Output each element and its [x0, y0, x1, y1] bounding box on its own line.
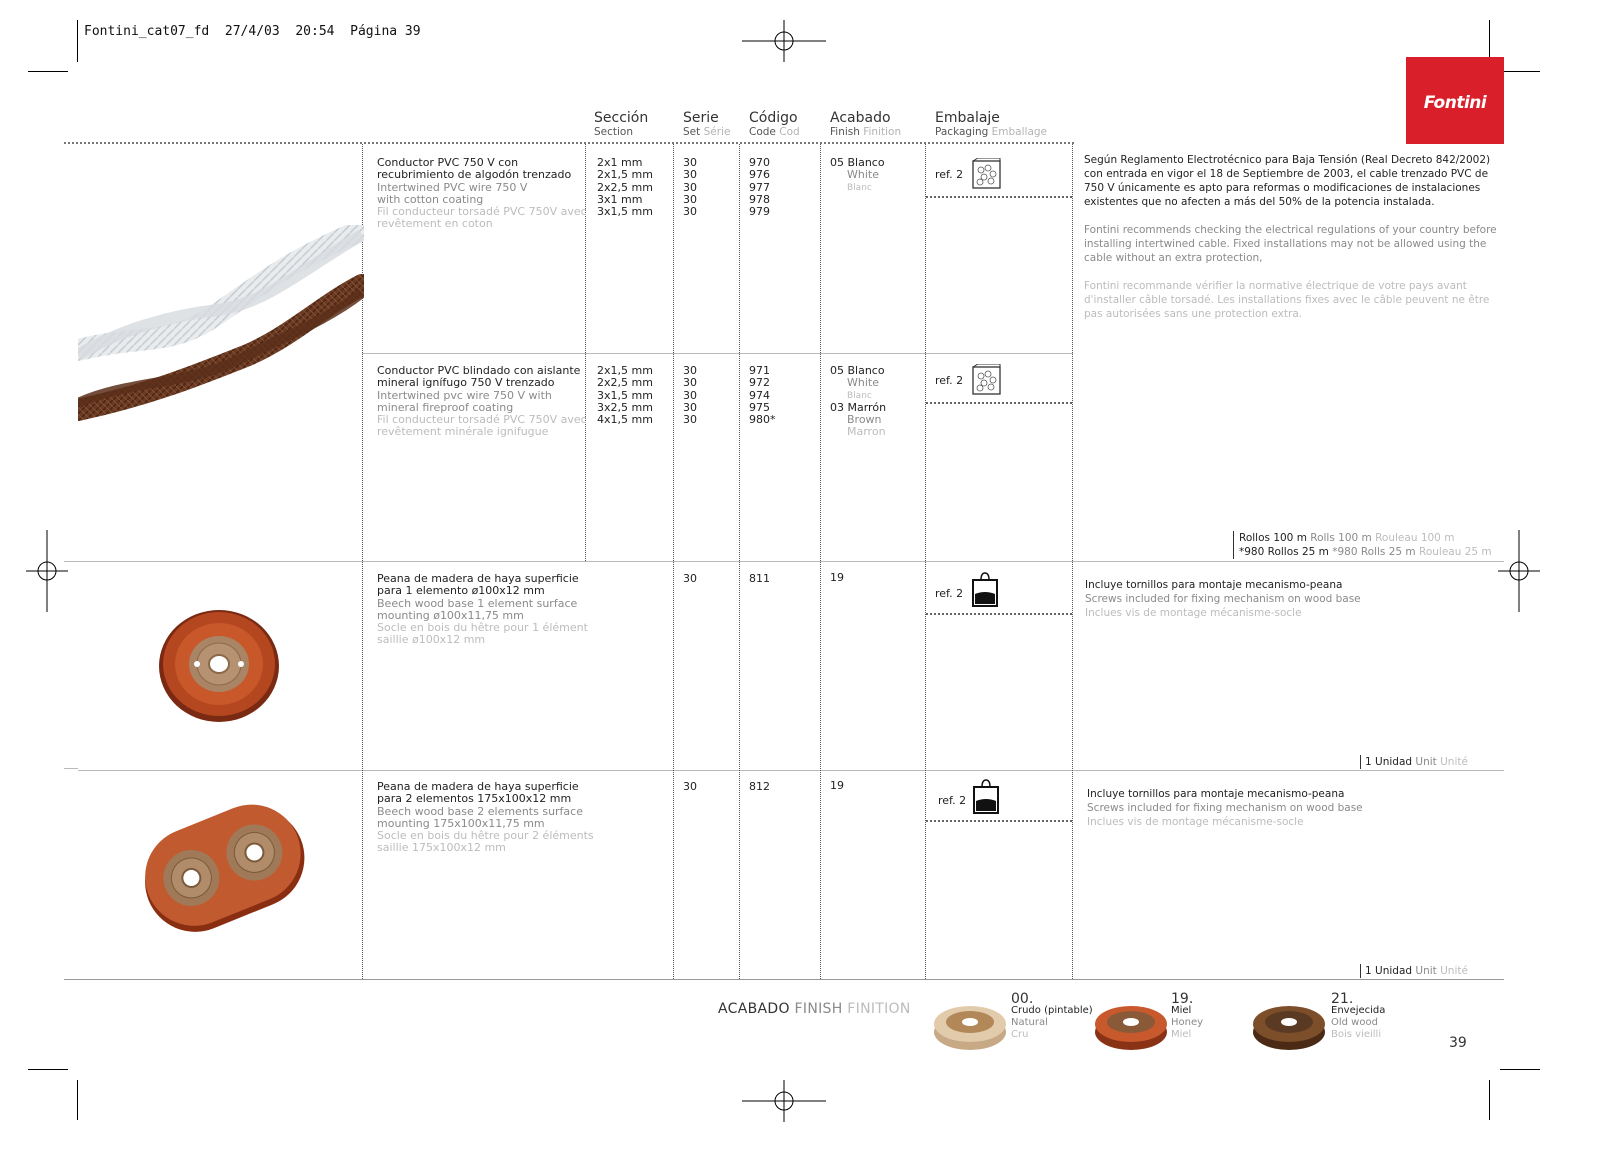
header-main: Serie [683, 110, 719, 126]
desc-en: mounting 175x100x11,75 mm [377, 816, 545, 830]
note-line: cable without an extra protection, [1084, 252, 1263, 264]
header-section [594, 110, 648, 138]
wood-base-single-image [155, 606, 285, 726]
finish-name-fr: Cru [1011, 1029, 1029, 1040]
section-value: 3x1 mm [597, 192, 643, 206]
finish-legend-title [718, 1001, 911, 1017]
finish-item-19 [1171, 993, 1203, 1041]
finish-fr: Marron [847, 425, 886, 439]
desc-es: Peana de madera de haya superficie [377, 572, 579, 585]
header-main: Código [749, 110, 798, 126]
header-sub: Packaging [935, 126, 989, 138]
header-set [683, 110, 730, 138]
registration-mark-right [1498, 530, 1540, 612]
slug-time: 20:54 [295, 24, 335, 39]
table-row-2-codes [749, 365, 776, 426]
desc-en: mounting ø100x11,75 mm [377, 608, 524, 622]
desc-es: Conductor PVC 750 V con [377, 156, 519, 169]
finish-name-es: Crudo (pintable) [1011, 1005, 1093, 1016]
note-line: d'installer câble torsadé. Les installations fixes avec le câble peuvent ne être [1084, 294, 1490, 306]
rolls-fr: Rouleau 25 m [1419, 546, 1492, 558]
unit-fr: Unité [1440, 756, 1468, 768]
rolls-en: Rolls 100 m [1310, 532, 1372, 544]
crop-mark [1500, 71, 1540, 72]
table-row-1-sections [597, 157, 653, 218]
code-value: 974 [749, 388, 770, 402]
wood-base-double-image [138, 798, 310, 938]
section-value: 2x2,5 mm [597, 376, 653, 390]
table-row-2-sections [597, 365, 653, 426]
note-line: existentes que no afecten a más del 50% de la potencia instalada. [1084, 196, 1435, 208]
header-code [749, 110, 800, 138]
table-bottom-rule [64, 979, 1504, 980]
screws-en: Screws included for fixing mechanism on wood base [1085, 593, 1361, 605]
packaging-ref: ref. 2 [935, 374, 964, 387]
packaging-ref: ref. 2 [935, 168, 964, 181]
desc-en: Intertwined PVC wire 750 V [377, 180, 528, 194]
column-separator [820, 144, 821, 979]
header-packaging [935, 110, 1047, 138]
unit-info-row-4 [1365, 964, 1468, 978]
slug-file: Fontini_cat07_fd [84, 24, 210, 39]
table-row-1-description [377, 157, 587, 231]
unit-marker [1360, 964, 1361, 978]
slug-page: Página 39 [350, 24, 421, 39]
packaging-rule [926, 196, 1072, 198]
packaging-rule [926, 402, 1072, 404]
finish-code: 21. [1331, 991, 1354, 1007]
print-slug [84, 24, 421, 39]
desc-es: Peana de madera de haya superficie [377, 780, 579, 793]
header-main: Sección [594, 110, 649, 126]
series-value: 30 [683, 156, 697, 169]
registration-mark-left [26, 530, 68, 612]
desc-fr: Fil conducteur torsadé PVC 750V avec [377, 205, 587, 219]
finish-fr: Blanc [847, 182, 872, 193]
table-top-rule [64, 142, 1074, 144]
screws-es: Incluye tornillos para montaje mecanismo-peana [1085, 579, 1343, 591]
rolls-info [1239, 531, 1492, 559]
unit-en: Unit [1415, 965, 1437, 977]
desc-fr: revêtement minérale ignifugue [377, 425, 549, 439]
series-value: 30 [683, 168, 697, 182]
header-sub-fr: Cod [779, 126, 800, 138]
crop-mark [28, 1069, 68, 1070]
header-sub: Finish [830, 126, 860, 138]
slug-date: 27/4/03 [224, 24, 280, 39]
crop-mark [77, 1080, 78, 1120]
row-divider [64, 561, 1504, 562]
desc-fr: Socle en bois du hêtre pour 1 élément [377, 621, 588, 635]
screws-fr: Inclues vis de montage mécanisme-socle [1085, 607, 1302, 619]
column-separator [739, 144, 740, 979]
column-separator [673, 144, 674, 979]
unit-info-row-3 [1365, 755, 1468, 769]
finish-swatch-old-wood [1251, 992, 1327, 1054]
finish-title-fr: FINITION [847, 1001, 911, 1017]
code-value: 971 [749, 364, 770, 377]
finish-item-21 [1331, 993, 1385, 1041]
rolls-es: *980 Rollos 25 m [1239, 546, 1329, 558]
code-value: 977 [749, 180, 770, 194]
finish-name-en: Old wood [1331, 1017, 1378, 1028]
rolls-fr: Rouleau 100 m [1375, 532, 1455, 544]
finish-en: White [847, 376, 879, 390]
brand-logo [1406, 57, 1504, 144]
crop-mark [28, 71, 68, 72]
screws-fr: Inclues vis de montage mécanisme-socle [1087, 816, 1304, 828]
box-icon [972, 158, 1002, 190]
header-sub-fr: Finition [863, 126, 902, 138]
screws-es: Incluye tornillos para montaje mecanismo-peana [1087, 788, 1345, 800]
desc-es: para 1 elemento ø100x12 mm [377, 584, 545, 598]
table-row-1-series [683, 157, 697, 218]
finish-name-en: Natural [1011, 1017, 1048, 1028]
header-finish [830, 110, 901, 138]
code-value: 979 [749, 205, 770, 219]
table-row-3-description [377, 573, 588, 647]
code-value: 812 [749, 780, 770, 793]
screws-note-row-3 [1085, 578, 1361, 620]
desc-en: mineral fireproof coating [377, 400, 514, 414]
table-row-1-finish [830, 157, 885, 194]
finish-es: 03 Marrón [830, 400, 887, 414]
header-main: Acabado [830, 110, 891, 126]
header-sub: Section [594, 126, 634, 138]
registration-mark-bottom [742, 1080, 826, 1122]
section-value: 3x1,5 mm [597, 205, 653, 219]
unit-es: 1 Unidad [1365, 756, 1413, 768]
crop-mark [1500, 1069, 1540, 1070]
note-line: Según Reglamento Electrotécnico para Baja Tensión (Real Decreto 842/2002) [1084, 154, 1491, 166]
note-line: pas autorisées sans une protection extra. [1084, 308, 1303, 320]
section-value: 3x2,5 mm [597, 400, 653, 414]
header-main: Embalaje [935, 110, 1000, 126]
desc-fr: saillie 175x100x12 mm [377, 841, 506, 855]
series-value: 30 [683, 376, 697, 390]
finish-name-fr: Bois vieilli [1331, 1029, 1382, 1040]
section-value: 2x1,5 mm [597, 168, 653, 182]
code-value: 811 [749, 572, 770, 585]
finish-swatch-natural [932, 992, 1008, 1054]
screws-note-row-4 [1087, 787, 1363, 829]
series-value: 30 [683, 205, 697, 219]
code-value: 978 [749, 192, 770, 206]
desc-es: recubrimiento de algodón trenzado [377, 168, 572, 182]
finish-code: 19 [830, 779, 844, 792]
bag-icon [972, 779, 1000, 815]
column-separator [925, 144, 926, 979]
unit-en: Unit [1415, 756, 1437, 768]
unit-fr: Unité [1440, 965, 1468, 977]
unit-es: 1 Unidad [1365, 965, 1413, 977]
desc-es: mineral ignífugo 750 V trenzado [377, 376, 555, 390]
packaging-ref: ref. 2 [935, 587, 964, 600]
finish-title-en: FINISH [794, 1001, 843, 1017]
section-value: 2x1 mm [597, 156, 643, 169]
unit-marker [1360, 755, 1361, 769]
desc-fr: Socle en bois du hêtre pour 2 éléments [377, 829, 594, 843]
table-row-4-description [377, 781, 594, 855]
series-value: 30 [683, 364, 697, 377]
table-row-2-series [683, 365, 697, 426]
brand-logo-text: Fontini [1423, 93, 1487, 113]
series-value: 30 [683, 180, 697, 194]
finish-code: 19 [830, 571, 844, 584]
desc-fr: saillie ø100x12 mm [377, 633, 486, 647]
note-line: Fontini recommends checking the electrical regulations of your country before [1084, 224, 1497, 236]
crop-mark [1489, 1080, 1490, 1120]
page-number: 39 [1449, 1035, 1467, 1051]
row-divider-tick [64, 768, 78, 769]
desc-en: Intertwined pvc wire 750 V with [377, 388, 552, 402]
rolls-es: Rollos 100 m [1239, 532, 1307, 544]
finish-en: White [847, 168, 879, 182]
cable-regulation-note-fr [1084, 279, 1489, 321]
finish-name-es: Envejecida [1331, 1005, 1386, 1016]
rolls-en: *980 Rolls 25 m [1332, 546, 1416, 558]
table-row-2-description [377, 365, 587, 439]
finish-name-es: Miel [1171, 1005, 1192, 1016]
code-value: 976 [749, 168, 770, 182]
note-line: installing intertwined cable. Fixed installations may not be allowed using the [1084, 238, 1487, 250]
header-sub: Set [683, 126, 701, 138]
series-value: 30 [683, 388, 697, 402]
code-value: 980* [749, 413, 776, 427]
finish-name-en: Honey [1171, 1017, 1204, 1028]
series-value: 30 [683, 413, 697, 427]
cable-regulation-note-en [1084, 223, 1497, 265]
desc-es: para 2 elementos 175x100x12 mm [377, 792, 572, 806]
bag-icon [971, 572, 999, 608]
header-sub-fr: Emballage [991, 126, 1048, 138]
cable-regulation-note-es [1084, 153, 1490, 209]
row-divider [78, 770, 1504, 771]
twisted-cable-image [78, 225, 364, 425]
header-sub: Code [749, 126, 776, 138]
finish-name-fr: Miel [1171, 1029, 1192, 1040]
finish-en: Brown [847, 413, 882, 427]
table-row-1-codes [749, 157, 770, 218]
note-line: 750 V únicamente es apto para reformas o modificaciones de instalaciones [1084, 182, 1481, 194]
finish-es: 05 Blanco [830, 156, 885, 169]
row-divider [362, 353, 1073, 354]
desc-fr: Fil conducteur torsadé PVC 750V avec [377, 413, 587, 427]
note-line: con entrada en vigor el 18 de Septiembre de 2003, el cable trenzado PVC de [1084, 168, 1489, 180]
desc-es: Conductor PVC blindado con aislante [377, 364, 581, 377]
code-value: 972 [749, 376, 770, 390]
section-value: 3x1,5 mm [597, 388, 653, 402]
series-value: 30 [683, 400, 697, 414]
code-value: 970 [749, 156, 770, 169]
registration-mark-top [742, 20, 826, 62]
crop-mark [1489, 20, 1490, 62]
note-line: Fontini recommande vérifier la normative électrique de votre pays avant [1084, 280, 1467, 292]
desc-en: Beech wood base 1 element surface [377, 596, 578, 610]
packaging-ref: ref. 2 [938, 794, 967, 807]
header-sub-fr: Série [703, 126, 731, 138]
crop-mark [77, 20, 78, 62]
desc-en: Beech wood base 2 elements surface [377, 804, 583, 818]
desc-fr: revêtement en coton [377, 217, 493, 231]
finish-swatch-honey [1093, 992, 1169, 1054]
packaging-rule [926, 613, 1072, 615]
series-value: 30 [683, 572, 697, 585]
finish-es: 05 Blanco [830, 364, 885, 377]
screws-en: Screws included for fixing mechanism on wood base [1087, 802, 1363, 814]
rolls-marker [1233, 531, 1234, 559]
packaging-rule [926, 820, 1072, 822]
section-value: 2x2,5 mm [597, 180, 653, 194]
box-icon [972, 364, 1002, 396]
finish-item-00 [1011, 993, 1093, 1041]
finish-title-es: ACABADO [718, 1001, 790, 1017]
finish-code: 00. [1011, 991, 1034, 1007]
column-separator [1072, 144, 1073, 979]
series-value: 30 [683, 192, 697, 206]
code-value: 975 [749, 400, 770, 414]
series-value: 30 [683, 780, 697, 793]
table-row-2-finish [830, 365, 886, 439]
section-value: 4x1,5 mm [597, 413, 653, 427]
finish-code: 19. [1171, 991, 1194, 1007]
finish-fr: Blanc [847, 390, 872, 401]
desc-en: with cotton coating [377, 192, 484, 206]
section-value: 2x1,5 mm [597, 364, 653, 377]
